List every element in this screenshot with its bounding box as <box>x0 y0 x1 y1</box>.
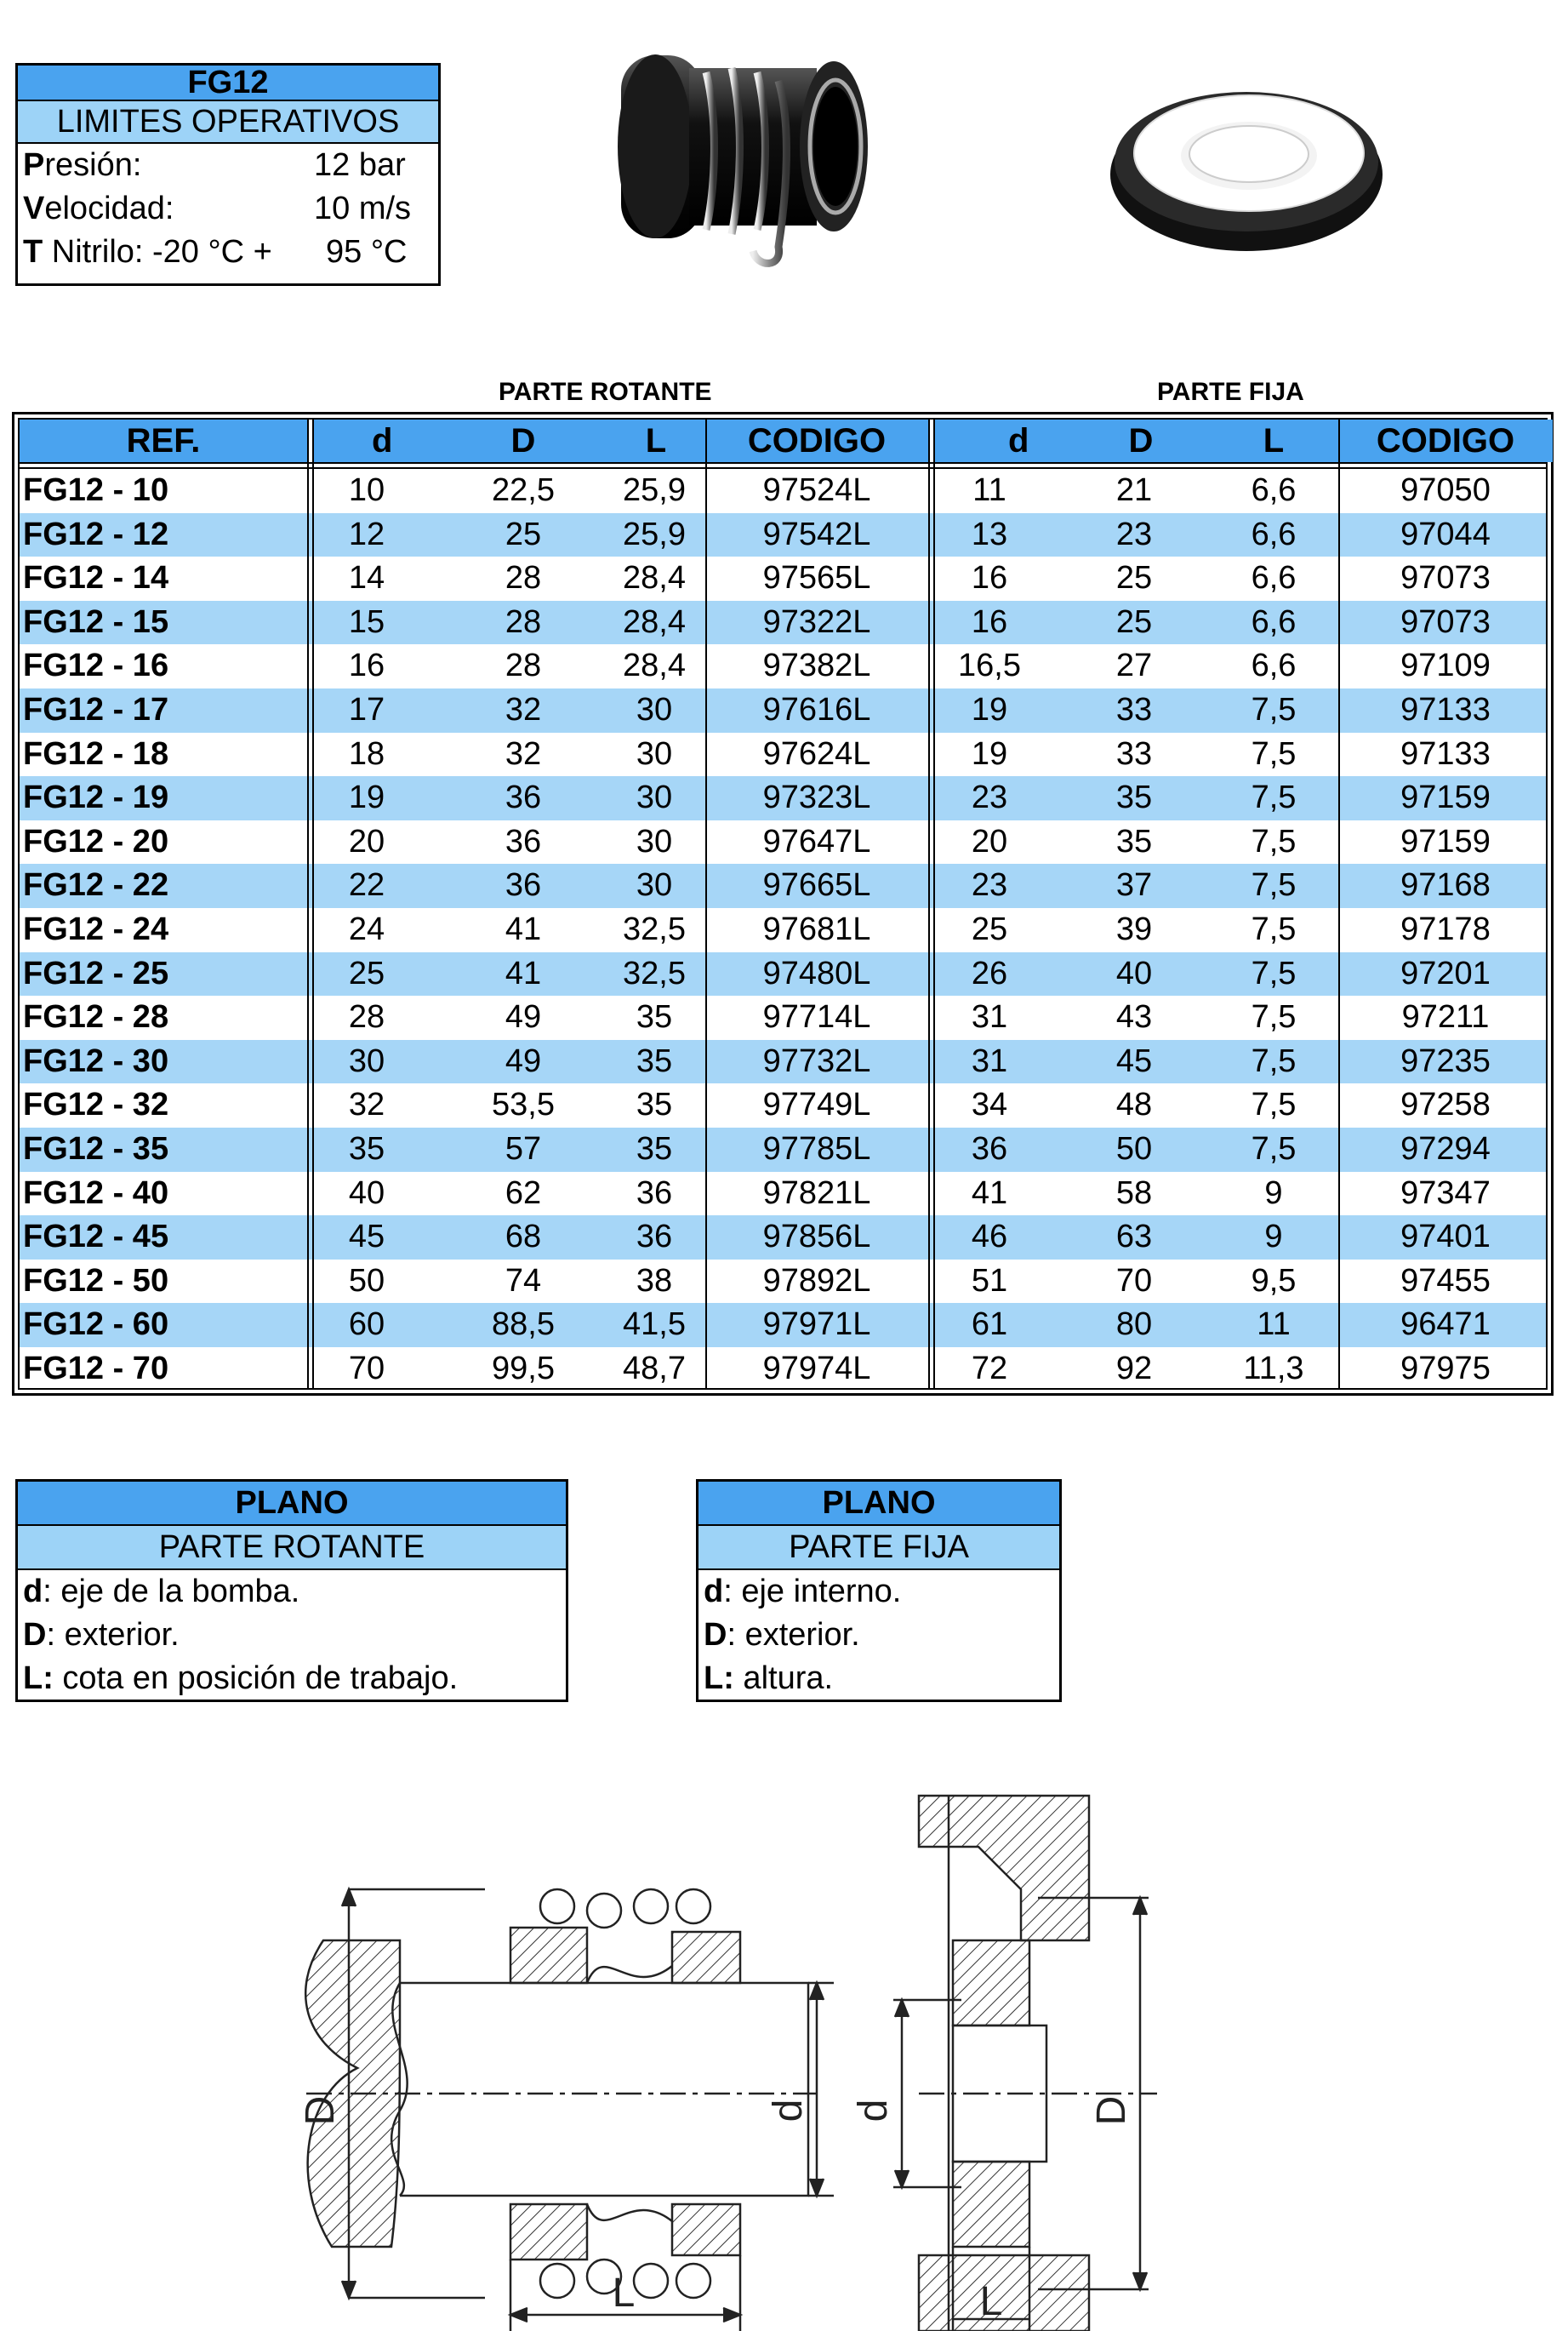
table-row <box>20 469 1546 513</box>
cell-rot-L: 35 <box>636 1087 673 1123</box>
table-row <box>20 1215 1546 1260</box>
table-row <box>20 644 1546 688</box>
table-row <box>20 1040 1546 1084</box>
cell-fix-code: 97133 <box>1400 735 1491 772</box>
cell-fix-L: 7,5 <box>1251 867 1297 904</box>
cell-rot-code: 97624L <box>762 735 871 772</box>
plano-rotante-row-d: d: eje de la bomba. <box>23 1574 300 1609</box>
cell-rot-d: 32 <box>348 1087 385 1123</box>
cell-fix-code: 97133 <box>1400 692 1491 728</box>
cell-fix-D: 43 <box>1115 999 1153 1036</box>
section-fixed-title: PARTE FIJA <box>1157 378 1304 406</box>
table-row <box>20 513 1546 557</box>
cell-rot-D: 68 <box>505 1219 542 1255</box>
table-row <box>20 776 1546 820</box>
cell-ref: FG12 - 28 <box>23 999 169 1036</box>
cell-rot-L: 41,5 <box>623 1306 686 1343</box>
cell-rot-D: 49 <box>505 999 542 1036</box>
header-rot-D: D <box>510 422 536 460</box>
cell-rot-L: 35 <box>636 1043 673 1079</box>
limit-row-pressure: Presión: 12 bar <box>23 147 406 183</box>
cell-rot-code: 97565L <box>762 560 871 597</box>
cell-fix-D: 39 <box>1115 911 1153 947</box>
cell-fix-D: 58 <box>1115 1174 1153 1211</box>
cell-rot-D: 36 <box>505 867 542 904</box>
fix-L-label: L <box>979 2279 1003 2324</box>
col-sep-code-2 <box>1338 420 1340 1388</box>
cell-rot-d: 22 <box>348 867 385 904</box>
cell-fix-d: 23 <box>971 867 1008 904</box>
cell-fix-L: 7,5 <box>1251 999 1297 1036</box>
cell-fix-code: 97975 <box>1400 1351 1491 1386</box>
cell-fix-L: 7,5 <box>1251 735 1297 772</box>
header-rot-L: L <box>645 422 667 460</box>
cell-rot-L: 30 <box>636 780 673 816</box>
cell-fix-code: 97073 <box>1400 560 1491 597</box>
cell-rot-code: 97971L <box>762 1306 871 1343</box>
cell-fix-L: 6,6 <box>1251 516 1297 552</box>
cell-fix-D: 33 <box>1115 735 1153 772</box>
cell-rot-D: 32 <box>505 692 542 728</box>
cell-rot-D: 36 <box>505 780 542 816</box>
cell-fix-d: 19 <box>971 735 1008 772</box>
cell-rot-d: 24 <box>348 911 385 947</box>
cell-fix-D: 35 <box>1115 823 1153 860</box>
table-row <box>20 1172 1546 1216</box>
rotating-part-drawing <box>305 1889 834 2331</box>
cell-fix-code: 96471 <box>1400 1306 1491 1343</box>
cell-fix-D: 25 <box>1115 603 1153 640</box>
cell-ref: FG12 - 32 <box>23 1087 169 1123</box>
cell-rot-L: 28,4 <box>623 648 686 684</box>
cell-rot-L: 36 <box>636 1219 673 1255</box>
cell-fix-L: 11 <box>1257 1306 1291 1343</box>
technical-drawing <box>272 1770 1191 2331</box>
cell-fix-L: 6,6 <box>1251 472 1297 508</box>
cell-fix-L: 7,5 <box>1251 1087 1297 1123</box>
fix-d-label: d <box>851 2099 896 2122</box>
seal-dimensions-table <box>12 412 1554 1396</box>
cell-fix-code: 97109 <box>1400 648 1491 684</box>
cell-fix-D: 48 <box>1115 1087 1153 1123</box>
fix-D-label: D <box>1089 2095 1134 2126</box>
limits-subtitle: LIMITES OPERATIVOS <box>18 101 438 144</box>
plano-fija-title: PLANO <box>698 1482 1059 1526</box>
cell-fix-code: 97401 <box>1400 1219 1491 1255</box>
header-fix-code: CODIGO <box>1338 420 1553 462</box>
cell-fix-d: 25 <box>971 911 1008 947</box>
table-row <box>20 1083 1546 1128</box>
rot-L-label: L <box>612 2271 636 2316</box>
cell-ref: FG12 - 45 <box>23 1219 169 1255</box>
cell-rot-L: 28,4 <box>623 560 686 597</box>
cell-ref: FG12 - 50 <box>23 1262 169 1299</box>
cell-ref: FG12 - 22 <box>23 867 169 904</box>
cell-fix-d: 16 <box>971 603 1008 640</box>
cell-fix-D: 33 <box>1115 692 1153 728</box>
plano-rotante-row-D: D: exterior. <box>23 1617 180 1653</box>
cell-rot-L: 30 <box>636 867 673 904</box>
cell-ref: FG12 - 14 <box>23 560 169 597</box>
cell-rot-D: 99,5 <box>492 1351 555 1386</box>
cell-fix-D: 23 <box>1115 516 1153 552</box>
cell-rot-L: 30 <box>636 823 673 860</box>
cell-fix-L: 9 <box>1264 1174 1283 1211</box>
cell-ref: FG12 - 16 <box>23 648 169 684</box>
cell-fix-L: 6,6 <box>1251 560 1297 597</box>
cell-fix-d: 16,5 <box>958 648 1021 684</box>
rot-D-label: D <box>298 2095 343 2126</box>
cell-ref: FG12 - 12 <box>23 516 169 552</box>
table-row <box>20 1260 1546 1304</box>
cell-rot-d: 60 <box>348 1306 385 1343</box>
cell-fix-D: 80 <box>1115 1306 1153 1343</box>
cell-rot-L: 25,9 <box>623 516 686 552</box>
rot-d-label: d <box>766 2099 811 2122</box>
cell-rot-code: 97322L <box>762 603 871 640</box>
cell-rot-code: 97892L <box>762 1262 871 1299</box>
cell-rot-D: 41 <box>505 955 542 991</box>
cell-fix-L: 11,3 <box>1243 1351 1304 1386</box>
cell-rot-code: 97616L <box>762 692 871 728</box>
cell-rot-code: 97382L <box>762 648 871 684</box>
cell-fix-d: 61 <box>971 1306 1008 1343</box>
cell-fix-code: 97455 <box>1400 1262 1491 1299</box>
cell-rot-L: 30 <box>636 692 673 728</box>
cell-fix-d: 31 <box>971 1043 1008 1079</box>
cell-rot-code: 97785L <box>762 1131 871 1167</box>
cell-rot-D: 32 <box>505 735 542 772</box>
cell-ref: FG12 - 15 <box>23 603 169 640</box>
plano-rotante-title: PLANO <box>18 1482 566 1526</box>
cell-fix-code: 97258 <box>1400 1087 1491 1123</box>
col-sep-mid-2 <box>933 420 935 1388</box>
cell-rot-code: 97749L <box>762 1087 871 1123</box>
limit-row-temperature: T Nitrilo: -20 °C + 95 °C <box>23 234 408 270</box>
cell-fix-d: 41 <box>971 1174 1008 1211</box>
cell-rot-D: 25 <box>505 516 542 552</box>
cell-fix-L: 7,5 <box>1251 955 1297 991</box>
cell-ref: FG12 - 30 <box>23 1043 169 1079</box>
cell-rot-code: 97647L <box>762 823 871 860</box>
cell-fix-L: 7,5 <box>1251 823 1297 860</box>
header-rot-d: d <box>314 420 705 462</box>
plano-fija-box <box>696 1479 1062 1702</box>
cell-fix-d: 34 <box>971 1087 1008 1123</box>
cell-fix-D: 50 <box>1115 1131 1153 1167</box>
cell-ref: FG12 - 24 <box>23 911 169 947</box>
cell-rot-d: 20 <box>348 823 385 860</box>
cell-rot-L: 48,7 <box>623 1351 686 1386</box>
cell-fix-code: 97201 <box>1400 955 1491 991</box>
cell-fix-L: 6,6 <box>1251 603 1297 640</box>
cell-rot-code: 97714L <box>762 999 871 1036</box>
cell-rot-D: 41 <box>505 911 542 947</box>
cell-fix-d: 11 <box>972 472 1006 508</box>
cell-fix-D: 92 <box>1115 1351 1153 1386</box>
cell-fix-code: 97235 <box>1400 1043 1491 1079</box>
cell-rot-d: 50 <box>348 1262 385 1299</box>
table-row <box>20 601 1546 645</box>
table-row <box>20 952 1546 997</box>
cell-ref: FG12 - 10 <box>23 472 169 508</box>
cell-rot-L: 38 <box>636 1262 673 1299</box>
cell-fix-code: 97159 <box>1400 780 1491 816</box>
cell-fix-d: 46 <box>971 1219 1008 1255</box>
cell-fix-L: 7,5 <box>1251 692 1297 728</box>
cell-rot-d: 10 <box>348 472 385 508</box>
table-row <box>20 733 1546 777</box>
cell-fix-D: 37 <box>1115 867 1153 904</box>
cell-rot-d: 14 <box>348 560 385 597</box>
col-sep-ref-2 <box>312 420 314 1388</box>
cell-rot-D: 28 <box>505 603 542 640</box>
table-row <box>20 557 1546 601</box>
cell-rot-d: 70 <box>348 1351 385 1386</box>
cell-ref: FG12 - 18 <box>23 735 169 772</box>
table-row <box>20 996 1546 1040</box>
cell-rot-d: 16 <box>348 648 385 684</box>
cell-fix-L: 6,6 <box>1251 648 1297 684</box>
cell-rot-code: 97665L <box>762 867 871 904</box>
limits-title: FG12 <box>18 66 438 101</box>
cell-ref: FG12 - 17 <box>23 692 169 728</box>
header-fix-L: L <box>1263 422 1285 460</box>
header-rot-code: CODIGO <box>705 420 928 462</box>
cell-rot-d: 12 <box>348 516 385 552</box>
cell-rot-D: 53,5 <box>492 1087 555 1123</box>
section-rotating-title: PARTE ROTANTE <box>499 378 712 406</box>
cell-rot-L: 28,4 <box>623 603 686 640</box>
cell-rot-L: 30 <box>636 735 673 772</box>
cell-fix-code: 97044 <box>1400 516 1491 552</box>
table-row <box>20 864 1546 908</box>
cell-rot-L: 35 <box>636 999 673 1036</box>
cell-rot-d: 28 <box>348 999 385 1036</box>
cell-rot-d: 18 <box>348 735 385 772</box>
cell-fix-L: 7,5 <box>1251 1043 1297 1079</box>
cell-rot-D: 57 <box>505 1131 542 1167</box>
cell-rot-d: 40 <box>348 1174 385 1211</box>
cell-fix-d: 51 <box>971 1262 1008 1299</box>
cell-ref: FG12 - 70 <box>23 1351 169 1386</box>
cell-rot-code: 97821L <box>762 1174 871 1211</box>
cell-rot-L: 32,5 <box>623 955 686 991</box>
fixed-part-drawing <box>893 1796 1157 2331</box>
cell-rot-L: 32,5 <box>623 911 686 947</box>
cell-rot-d: 15 <box>348 603 385 640</box>
cell-fix-code: 97159 <box>1400 823 1491 860</box>
cell-fix-D: 21 <box>1115 472 1153 508</box>
cell-rot-code: 97856L <box>762 1219 871 1255</box>
cell-fix-D: 40 <box>1115 955 1153 991</box>
cell-ref: FG12 - 40 <box>23 1174 169 1211</box>
cell-fix-code: 97294 <box>1400 1131 1491 1167</box>
cell-rot-d: 17 <box>348 692 385 728</box>
cell-rot-code: 97974L <box>762 1351 871 1386</box>
col-sep-mid <box>928 420 930 1388</box>
cell-fix-code: 97211 <box>1401 999 1490 1036</box>
cell-fix-d: 31 <box>971 999 1008 1036</box>
header-fix-d: d <box>935 420 1338 462</box>
cell-fix-L: 9 <box>1264 1219 1283 1255</box>
cell-fix-code: 97168 <box>1400 867 1491 904</box>
cell-fix-d: 20 <box>971 823 1008 860</box>
header-fix-D: D <box>1128 422 1154 460</box>
cell-rot-d: 25 <box>348 955 385 991</box>
cell-fix-d: 19 <box>971 692 1008 728</box>
cell-rot-D: 28 <box>505 648 542 684</box>
cell-rot-d: 19 <box>348 780 385 816</box>
cell-rot-code: 97480L <box>762 955 871 991</box>
cell-rot-code: 97681L <box>762 911 871 947</box>
cell-rot-d: 45 <box>348 1219 385 1255</box>
header-divider <box>20 462 1546 464</box>
cell-rot-D: 36 <box>505 823 542 860</box>
cell-ref: FG12 - 19 <box>23 780 169 816</box>
cell-rot-D: 62 <box>505 1174 542 1211</box>
stationary-seal-photo <box>1106 72 1387 255</box>
table-row <box>20 820 1546 865</box>
cell-fix-d: 72 <box>971 1351 1008 1386</box>
plano-rotante-subtitle: PARTE ROTANTE <box>18 1526 566 1570</box>
cell-rot-code: 97323L <box>762 780 871 816</box>
cell-rot-L: 35 <box>636 1131 673 1167</box>
cell-fix-code: 97050 <box>1400 472 1491 508</box>
cell-fix-d: 13 <box>971 516 1008 552</box>
cell-rot-d: 30 <box>348 1043 385 1079</box>
plano-rotante-box <box>15 1479 568 1702</box>
cell-fix-D: 25 <box>1115 560 1153 597</box>
cell-fix-D: 27 <box>1115 648 1153 684</box>
cell-fix-L: 7,5 <box>1251 1131 1297 1167</box>
cell-ref: FG12 - 60 <box>23 1306 169 1343</box>
plano-fija-row-L: L: altura. <box>704 1660 834 1696</box>
cell-rot-D: 74 <box>505 1262 542 1299</box>
cell-rot-L: 36 <box>636 1174 673 1211</box>
cell-fix-d: 16 <box>971 560 1008 597</box>
header-ref: REF. <box>20 420 307 462</box>
cell-ref: FG12 - 35 <box>23 1131 169 1167</box>
col-sep-ref <box>307 420 309 1388</box>
plano-fija-subtitle: PARTE FIJA <box>698 1526 1059 1570</box>
cell-fix-D: 45 <box>1115 1043 1153 1079</box>
header-divider-2 <box>20 467 1546 469</box>
cell-rot-D: 88,5 <box>492 1306 555 1343</box>
cell-rot-L: 25,9 <box>623 472 686 508</box>
cell-rot-D: 28 <box>505 560 542 597</box>
plano-rotante-row-L: L: cota en posición de trabajo. <box>23 1660 459 1696</box>
cell-fix-L: 9,5 <box>1251 1262 1297 1299</box>
cell-fix-D: 35 <box>1115 780 1153 816</box>
cell-rot-code: 97732L <box>762 1043 871 1079</box>
cell-fix-D: 63 <box>1115 1219 1153 1255</box>
plano-fija-row-d: d: eje interno. <box>704 1574 902 1609</box>
cell-fix-code: 97073 <box>1400 603 1491 640</box>
limit-row-speed: Velocidad: 10 m/s <box>23 191 412 226</box>
plano-fija-row-D: D: exterior. <box>704 1617 860 1653</box>
cell-ref: FG12 - 25 <box>23 955 169 991</box>
cell-fix-d: 23 <box>971 780 1008 816</box>
table-row <box>20 1303 1546 1347</box>
cell-rot-D: 49 <box>505 1043 542 1079</box>
cell-ref: FG12 - 20 <box>23 823 169 860</box>
cell-fix-L: 7,5 <box>1251 911 1297 947</box>
cell-rot-D: 22,5 <box>492 472 555 508</box>
limits-box <box>15 63 441 286</box>
cell-rot-d: 35 <box>348 1131 385 1167</box>
cell-fix-d: 26 <box>971 955 1008 991</box>
cell-fix-d: 36 <box>971 1131 1008 1167</box>
table-row <box>20 1128 1546 1172</box>
cell-fix-D: 70 <box>1115 1262 1153 1299</box>
cell-fix-L: 7,5 <box>1251 780 1297 816</box>
table-row <box>20 688 1546 733</box>
rotating-seal-photo <box>604 21 893 281</box>
cell-fix-code: 97347 <box>1400 1174 1491 1211</box>
cell-rot-code: 97542L <box>762 516 871 552</box>
col-sep-code <box>705 420 707 1388</box>
table-row <box>20 908 1546 952</box>
table-row <box>20 1347 1546 1391</box>
cell-fix-code: 97178 <box>1400 911 1491 947</box>
cell-rot-code: 97524L <box>762 472 871 508</box>
